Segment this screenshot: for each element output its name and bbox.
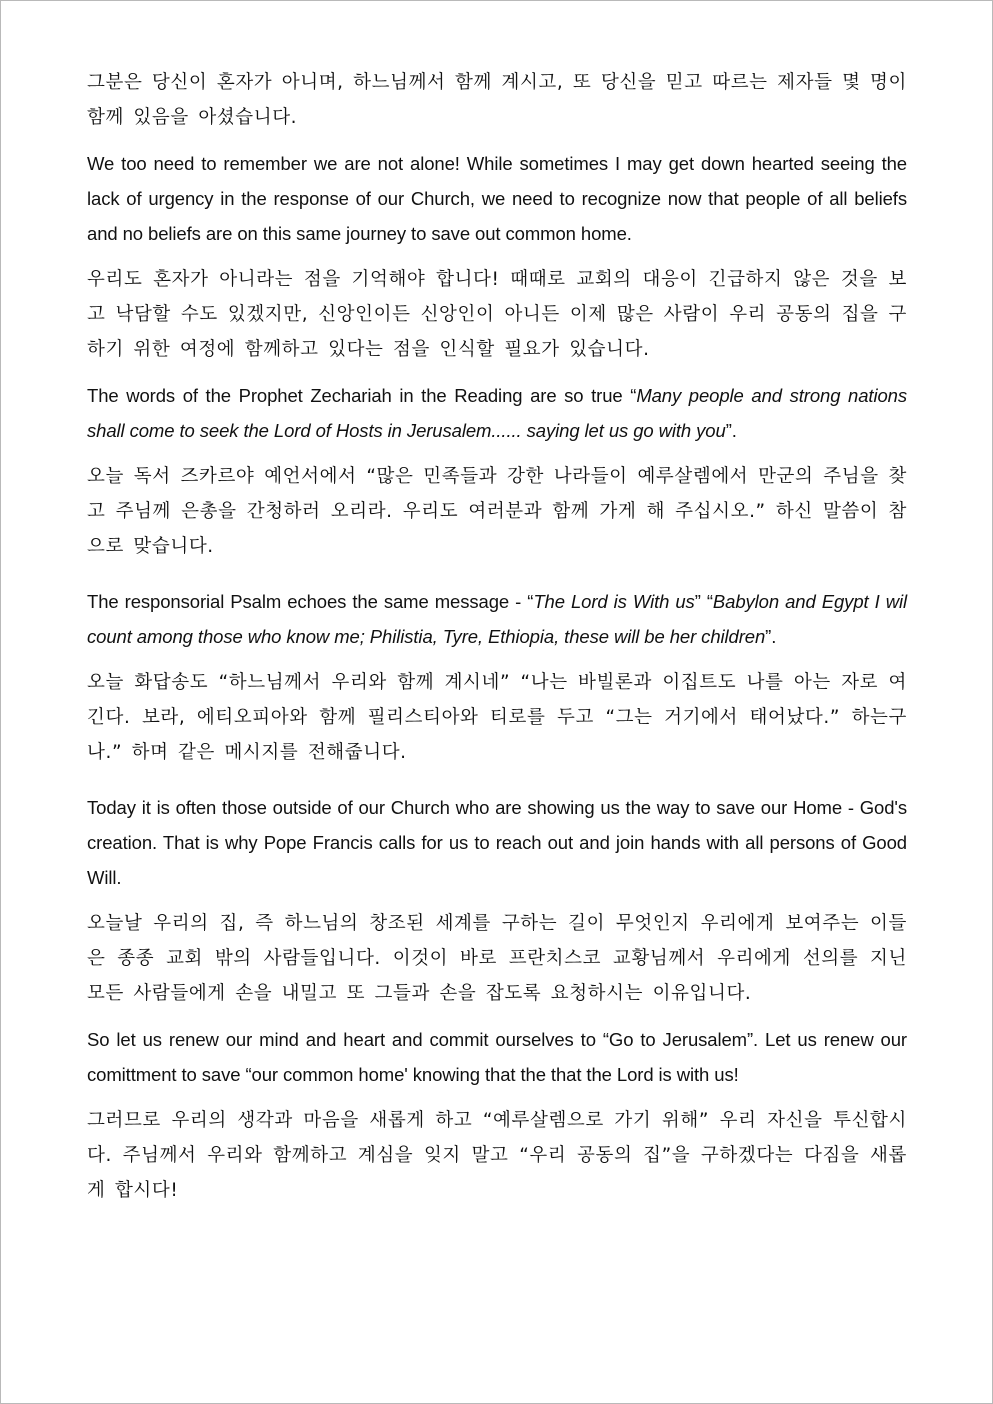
paragraph-ko-1 bbox=[87, 65, 907, 135]
paragraph-ko-5 bbox=[87, 906, 907, 1011]
quote-italic: Many people and strong nations shall come to seek the Lord of Hosts in Jerusalem...... saying let us go with you bbox=[87, 385, 907, 441]
paragraph-en-4 bbox=[87, 790, 907, 895]
paragraph-text: 오늘날 우리의 집, 즉 하느님의 창조된 세계를 구하는 길이 무엇인지 우리에게 보여주는 이들은 종종 교회 밖의 사람들입니다. 이것이 바로 프란치스코 교황님께서 우리에게 선의를 지닌 모든 사람들에게 손을 내밀고 또 그들과 손을 잡도록 요청하시는 이유입니다. bbox=[87, 913, 907, 1004]
paragraph-ko-2 bbox=[87, 262, 907, 367]
paragraph-text: 그분은 당신이 혼자가 아니며, 하느님께서 함께 계시고, 또 당신을 믿고 따르는 제자들 몇 명이 함께 있음을 아셨습니다. bbox=[87, 72, 907, 128]
document-body bbox=[87, 65, 907, 1219]
paragraph-en-3 bbox=[87, 584, 907, 654]
paragraph-text: The words of the Prophet Zechariah in the Reading are so true “ bbox=[87, 385, 637, 406]
paragraph-text: Today it is often those outside of our Church who are showing us the way to save our Home - God's creation. That is why Pope Francis calls for us to reach out and join hands with all persons of Good Will. bbox=[87, 797, 907, 888]
paragraph-ko-4 bbox=[87, 665, 907, 770]
paragraph-text: So let us renew our mind and heart and commit ourselves to “Go to Jerusalem”. Let us renew our comittment to save “our common home' knowing that the that the Lord is with us! bbox=[87, 1029, 907, 1085]
paragraph-text: ”. bbox=[725, 420, 737, 441]
paragraph-text: 오늘 독서 즈카르야 예언서에서 “많은 민족들과 강한 나라들이 예루살렘에서 만군의 주님을 찾고 주님께 은총을 간청하러 오리라. 우리도 여러분과 함께 가게 해 주십시오.” 하신 말씀이 참으로 맞습니다. bbox=[87, 466, 907, 557]
paragraph-ko-6 bbox=[87, 1103, 907, 1208]
paragraph-text: We too need to remember we are not alone! While sometimes I may get down hearted seeing the lack of urgency in the response of our Church, we need to recognize now that people of all beliefs and no beliefs are on this same journey to save out common home. bbox=[87, 153, 907, 244]
paragraph-text: ” “ bbox=[694, 591, 713, 612]
paragraph-text: The responsorial Psalm echoes the same message - “ bbox=[87, 591, 534, 612]
quote-italic: The Lord is With us bbox=[533, 591, 695, 612]
paragraph-en-5 bbox=[87, 1022, 907, 1092]
paragraph-en-1 bbox=[87, 146, 907, 251]
quote-italic: Babylon and Egypt I wil count among those who know me; Philistia, Tyre, Ethiopia, these will be her children bbox=[87, 591, 907, 647]
paragraph-en-2 bbox=[87, 378, 907, 448]
paragraph-ko-3 bbox=[87, 459, 907, 564]
paragraph-text: 우리도 혼자가 아니라는 점을 기억해야 합니다! 때때로 교회의 대응이 긴급하지 않은 것을 보고 낙담할 수도 있겠지만, 신앙인이든 신앙인이 아니든 이제 많은 사람이 우리 공동의 집을 구하기 위한 여정에 함께하고 있다는 점을 인식할 필요가 있습니다. bbox=[87, 269, 907, 360]
paragraph-text: ”. bbox=[765, 626, 777, 647]
paragraph-text: 그러므로 우리의 생각과 마음을 새롭게 하고 “예루살렘으로 가기 위해” 우리 자신을 투신합시다. 주님께서 우리와 함께하고 계심을 잊지 말고 “우리 공동의 집”을 구하겠다는 다짐을 새롭게 합시다! bbox=[87, 1110, 907, 1201]
paragraph-text: 오늘 화답송도 “하느님께서 우리와 함께 계시네” “나는 바빌론과 이집트도 나를 아는 자로 여긴다. 보라, 에티오피아와 함께 필리스티아와 티로를 두고 “그는 거기에서 태어났다.” 하는구나.” 하며 같은 메시지를 전해줍니다. bbox=[87, 672, 907, 763]
